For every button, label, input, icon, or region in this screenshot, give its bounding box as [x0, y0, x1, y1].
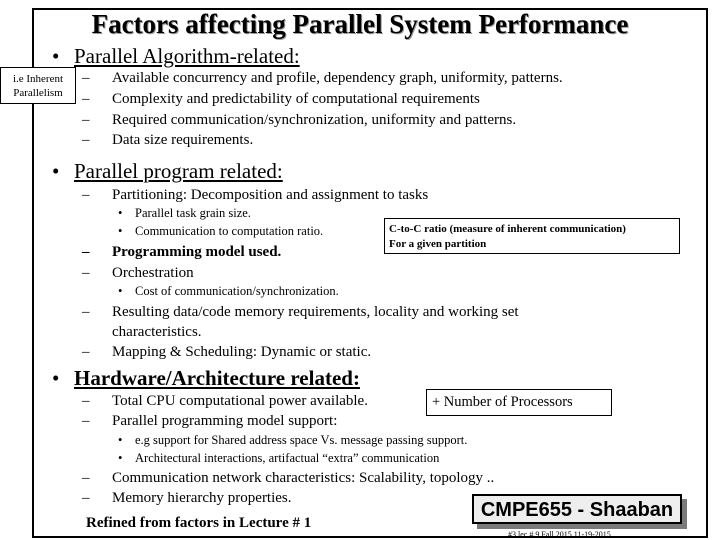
inherent-parallelism-note: [0, 67, 76, 104]
bullet-glyph: •: [118, 433, 123, 447]
dash-glyph: –: [82, 393, 90, 409]
dash-glyph: –: [82, 91, 90, 107]
bullet-glyph: •: [118, 284, 123, 298]
heading-text: Parallel Algorithm-related:: [74, 44, 300, 68]
sub-item-text: Communication to computation ratio.: [135, 224, 324, 238]
item-text: Partitioning: Decomposition and assignment to tasks: [112, 187, 429, 203]
list-item-continuation: characteristics.: [112, 324, 202, 340]
dash-glyph: –: [82, 187, 90, 203]
ratio-note-line-2: For a given partition: [389, 238, 487, 250]
slide-title: Factors affecting Parallel System Performance: [91, 9, 629, 39]
bullet-glyph: •: [118, 206, 123, 220]
item-text: Complexity and predictability of computational requirements: [112, 91, 480, 107]
heading-text: Parallel program related:: [74, 159, 283, 183]
item-text: Available concurrency and profile, dependency graph, uniformity, patterns.: [112, 70, 563, 86]
bullet-glyph: •: [118, 451, 123, 465]
dash-glyph: –: [82, 470, 90, 486]
bullet-glyph: •: [118, 224, 123, 238]
dash-glyph: –: [82, 413, 90, 429]
item-text: Parallel programming model support:: [112, 413, 338, 429]
item-text: Orchestration: [112, 265, 194, 281]
note-line-1: i.e Inherent: [12, 73, 64, 85]
course-badge: CMPE655 - Shaaban: [472, 494, 682, 524]
dash-glyph: –: [82, 112, 90, 128]
c-to-c-ratio-note: [384, 218, 680, 254]
item-text: Required communication/synchronization, uniformity and patterns.: [112, 112, 517, 128]
dash-glyph: –: [82, 70, 90, 86]
item-text: Communication network characteristics: Scalability, topology ..: [112, 470, 495, 486]
lecture-reference: Refined from factors in Lecture # 1: [86, 515, 312, 531]
sub-item-text: Cost of communication/synchronization.: [135, 284, 339, 298]
item-text: Programming model used.: [112, 244, 282, 260]
ratio-note-line-1: C-to-C ratio (measure of inherent communication): [389, 223, 626, 235]
sub-item-text: e.g support for Shared address space Vs. message passing support.: [135, 433, 468, 447]
dash-glyph: –: [82, 265, 90, 281]
dash-glyph: –: [82, 244, 90, 260]
slide-meta: #3 lec # 9 Fall 2015 11-19-2015: [508, 530, 611, 539]
dash-glyph: –: [82, 490, 90, 506]
bullet-glyph: •: [52, 366, 60, 390]
item-text: Resulting data/code memory requirements, locality and working set: [112, 304, 519, 320]
note-line-2: Parallelism: [13, 87, 63, 99]
item-text: Data size requirements.: [112, 132, 254, 148]
bullet-glyph: •: [52, 44, 60, 68]
sub-item-text: Parallel task grain size.: [135, 206, 251, 220]
dash-glyph: –: [82, 132, 90, 148]
dash-glyph: –: [82, 304, 90, 320]
processors-note: + Number of Processors: [426, 389, 612, 416]
item-text: Memory hierarchy properties.: [112, 490, 292, 506]
bullet-glyph: •: [52, 159, 60, 183]
sub-item-text: Architectural interactions, artifactual “extra” communication: [135, 451, 440, 465]
item-text: Mapping & Scheduling: Dynamic or static.: [112, 344, 372, 360]
dash-glyph: –: [82, 344, 90, 360]
heading-text: Hardware/Architecture related:: [74, 366, 360, 390]
item-text: Total CPU computational power available.: [112, 393, 368, 409]
